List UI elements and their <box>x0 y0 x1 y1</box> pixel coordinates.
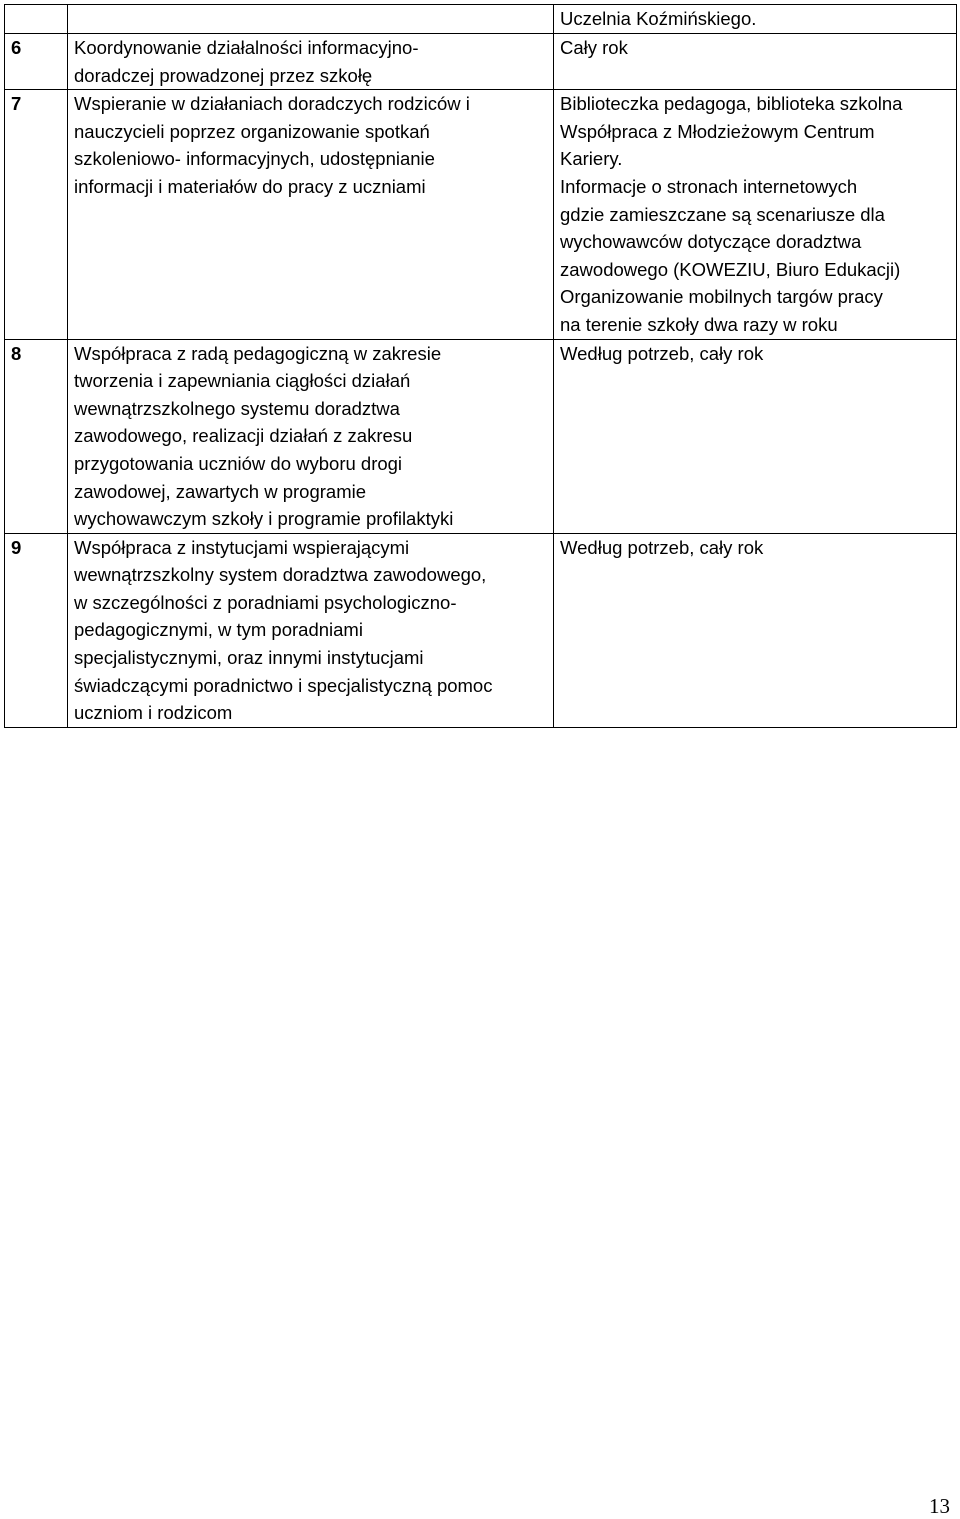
time-line: Informacje o stronach internetowych <box>560 175 858 197</box>
time-line: Kariery. <box>560 148 623 170</box>
task-line: informacji i materiałów do pracy z uczniami <box>74 175 426 197</box>
task-line: tworzenia i zapewniania ciągłości działań <box>74 370 411 392</box>
task-cell <box>68 533 554 727</box>
time-cell <box>554 34 957 90</box>
task-line: doradczej prowadzonej przez szkołę <box>74 64 373 86</box>
row-number-cell: 9 <box>5 533 68 727</box>
task-line: Wspieranie w działaniach doradczych rodziców i <box>74 93 470 115</box>
time-cell <box>554 533 957 727</box>
table-row-continuation <box>5 5 957 34</box>
row-number-cell: 8 <box>5 339 68 533</box>
table-row <box>5 533 957 727</box>
row-number-cell: 7 <box>5 90 68 339</box>
task-line: wewnątrzszkolny system doradztwa zawodowego, <box>74 564 487 586</box>
task-cell <box>68 34 554 90</box>
task-line: uczniom i rodzicom <box>74 702 233 724</box>
time-line: Według potrzeb, cały rok <box>560 342 764 364</box>
task-line: zawodowej, zawartych w programie <box>74 480 367 502</box>
time-line: gdzie zamieszczane są scenariusze dla <box>560 203 885 225</box>
time-cell <box>554 5 957 34</box>
task-line: Koordynowanie działalności informacyjno- <box>74 37 419 58</box>
page-number: 13 <box>929 1494 950 1518</box>
task-line: wewnątrzszkolnego systemu doradztwa <box>74 397 400 419</box>
task-line: świadczącymi poradnictwo i specjalistyczną pomoc <box>74 674 493 696</box>
task-line: wychowawczym szkoły i programie profilaktyki <box>74 508 454 530</box>
time-line: Biblioteczka pedagoga, biblioteka szkolna <box>560 93 903 115</box>
task-line: w szczególności z poradniami psychologiczno- <box>74 591 457 613</box>
time-line: zawodowego (KOWEZIU, Biuro Edukacji) <box>560 258 901 280</box>
table-row <box>5 339 957 533</box>
time-line: Cały rok <box>560 37 628 58</box>
time-line: Uczelnia Koźmińskiego. <box>560 8 757 29</box>
time-line: na terenie szkoły dwa razy w roku <box>560 313 838 335</box>
time-cell <box>554 339 957 533</box>
table-row <box>5 90 957 339</box>
task-line: Współpraca z instytucjami wspierającymi <box>74 536 410 558</box>
task-cell <box>68 5 554 34</box>
task-line: specjalistycznymi, oraz innymi instytucjami <box>74 647 424 669</box>
time-line: Według potrzeb, cały rok <box>560 536 764 558</box>
task-line: Współpraca z radą pedagogiczną w zakresie <box>74 342 442 364</box>
time-line: wychowawców dotyczące doradztwa <box>560 231 862 253</box>
table-row <box>5 34 957 90</box>
task-line: pedagogicznymi, w tym poradniami <box>74 619 363 641</box>
row-number-cell: 6 <box>5 34 68 90</box>
task-line: przygotowania uczniów do wyboru drogi <box>74 452 403 474</box>
row-number-cell <box>5 5 68 34</box>
activities-table <box>4 4 957 728</box>
time-cell <box>554 90 957 339</box>
time-line: Organizowanie mobilnych targów pracy <box>560 286 883 308</box>
time-line: Współpraca z Młodzieżowym Centrum <box>560 120 875 142</box>
task-cell <box>68 90 554 339</box>
task-line: nauczycieli poprzez organizowanie spotkań <box>74 120 430 142</box>
task-line: zawodowego, realizacji działań z zakresu <box>74 425 413 447</box>
task-cell <box>68 339 554 533</box>
task-line: szkoleniowo- informacyjnych, udostępnianie <box>74 148 435 170</box>
